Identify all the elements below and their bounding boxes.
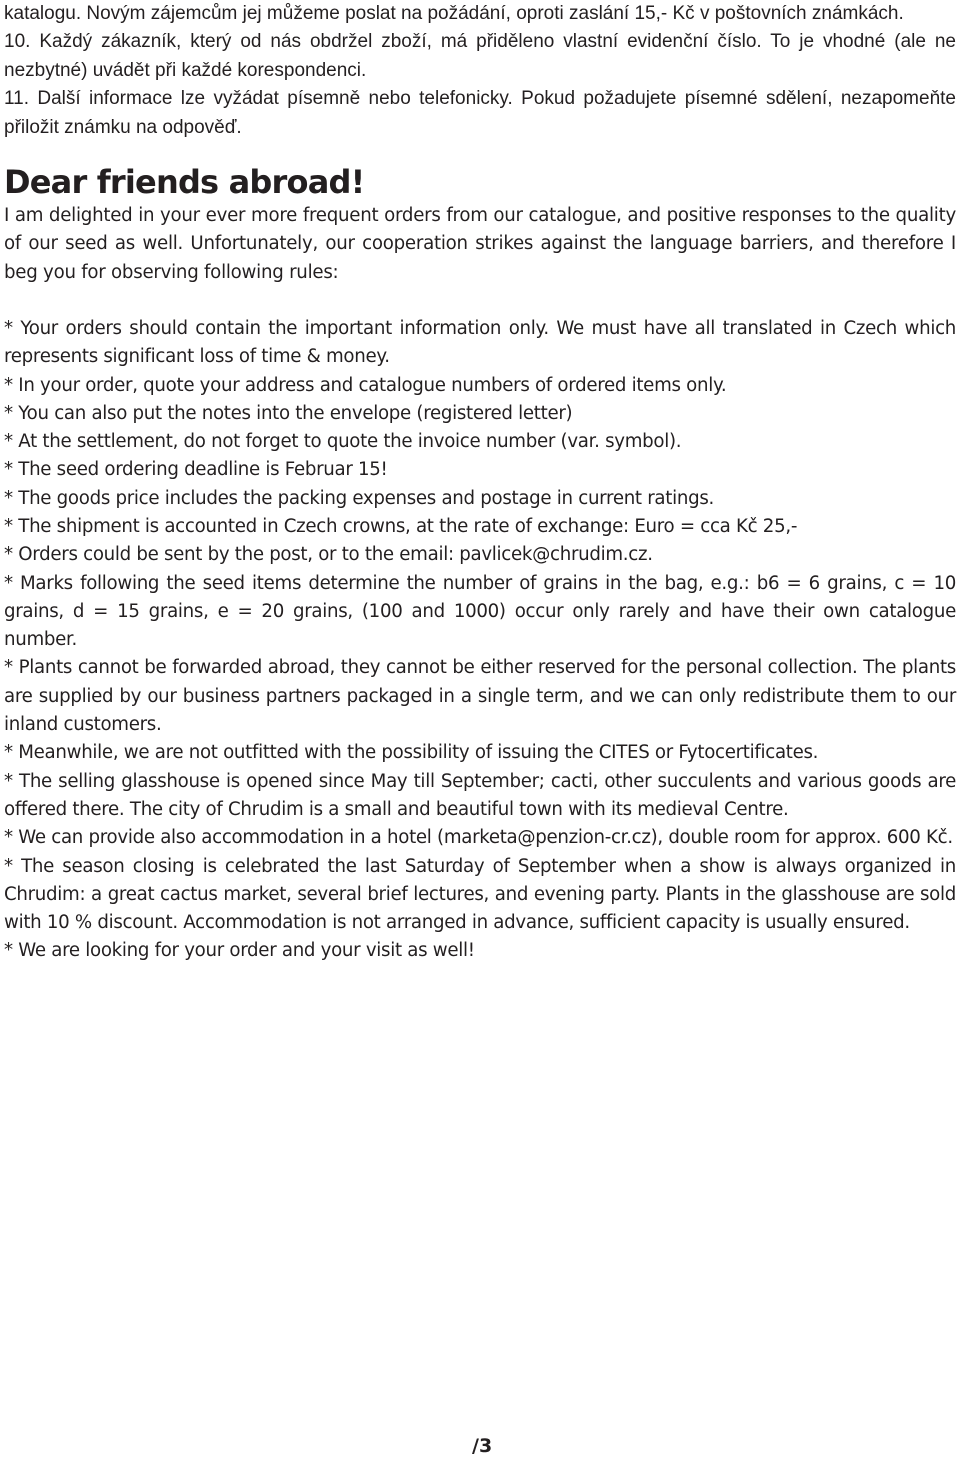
rule-item: * Meanwhile, we are not outfitted with the possibility of issuing the CITES or Fytocertificates.: [4, 742, 819, 764]
rule-item: * Your orders should contain the important information only. We must have all translated in Czech which represents significant loss of time & money.: [4, 317, 956, 368]
page-number: /3: [472, 1435, 493, 1457]
rule-item: * At the settlement, do not forget to quote the invoice number (var. symbol).: [4, 431, 682, 453]
rule-item: * The shipment is accounted in Czech crowns, at the rate of exchange: Euro = cca Kč 25,-: [4, 516, 798, 537]
document-page: [4, 0, 956, 966]
czech-text-block: [4, 0, 956, 142]
rule-item: * The goods price includes the packing expenses and postage in current ratings.: [4, 487, 714, 509]
rules-list: [4, 315, 956, 966]
czech-paragraph: katalogu. Novým zájemcům jej můžeme poslat na požádání, oproti zaslání 15,- Kč v poštovních známkách.: [4, 3, 904, 24]
rule-item: * We are looking for your order and your visit as well!: [4, 940, 475, 962]
section-heading: Dear friends abroad!: [4, 163, 365, 202]
rule-item: * The seed ordering deadline is Februar 15!: [4, 459, 388, 481]
rule-item: * The season closing is celebrated the last Saturday of September when a show is always organized in Chrudim: a great cactus market, several brief lectures, and evening party. Plants in the glasshouse are sold with 10 % discount. Accommodation is not arranged in advance, sufficient capacity is usually ensured.: [4, 855, 956, 934]
czech-paragraph: 11. Další informace lze vyžádat písemně nebo telefonicky. Pokud požadujete písemné sdělení, nezapomeňte přiložit známku na odpověď.: [4, 88, 956, 138]
rule-item: * Marks following the seed items determine the number of grains in the bag, e.g.: b6 = 6 grains, c = 10 grains, d = 15 grains, e = 20 grains, (100 and 1000) occur only rarely and have their own catalogue number.: [4, 572, 956, 651]
rule-item: * We can provide also accommodation in a hotel (marketa@penzion-cr.cz), double room for approx. 600 Kč.: [4, 827, 953, 849]
rule-item: * Orders could be sent by the post, or to the email: pavlicek@chrudim.cz.: [4, 544, 653, 566]
intro-paragraph: I am delighted in your ever more frequent orders from our catalogue, and positive responses to the quality of our seed as well. Unfortunately, our cooperation strikes against the language barriers, and therefore I beg you for observing following rules:: [4, 205, 956, 283]
rule-item: * You can also put the notes into the envelope (registered letter): [4, 402, 573, 424]
czech-paragraph: 10. Každý zákazník, který od nás obdržel zboží, má přiděleno vlastní evidenční číslo. To je vhodné (ale ne nezbytné) uvádět při každé korespondenci.: [4, 31, 956, 81]
rule-item: * In your order, quote your address and catalogue numbers of ordered items only.: [4, 374, 727, 396]
rule-item: * Plants cannot be forwarded abroad, they cannot be either reserved for the personal collection. The plants are supplied by our business partners packaged in a single term, and we can only redistribute them to our inland customers.: [4, 657, 956, 736]
rule-item: * The selling glasshouse is opened since May till September; cacti, other succulents and various goods are offered there. The city of Chrudim is a small and beautiful town with its medieval Centre.: [4, 770, 956, 820]
